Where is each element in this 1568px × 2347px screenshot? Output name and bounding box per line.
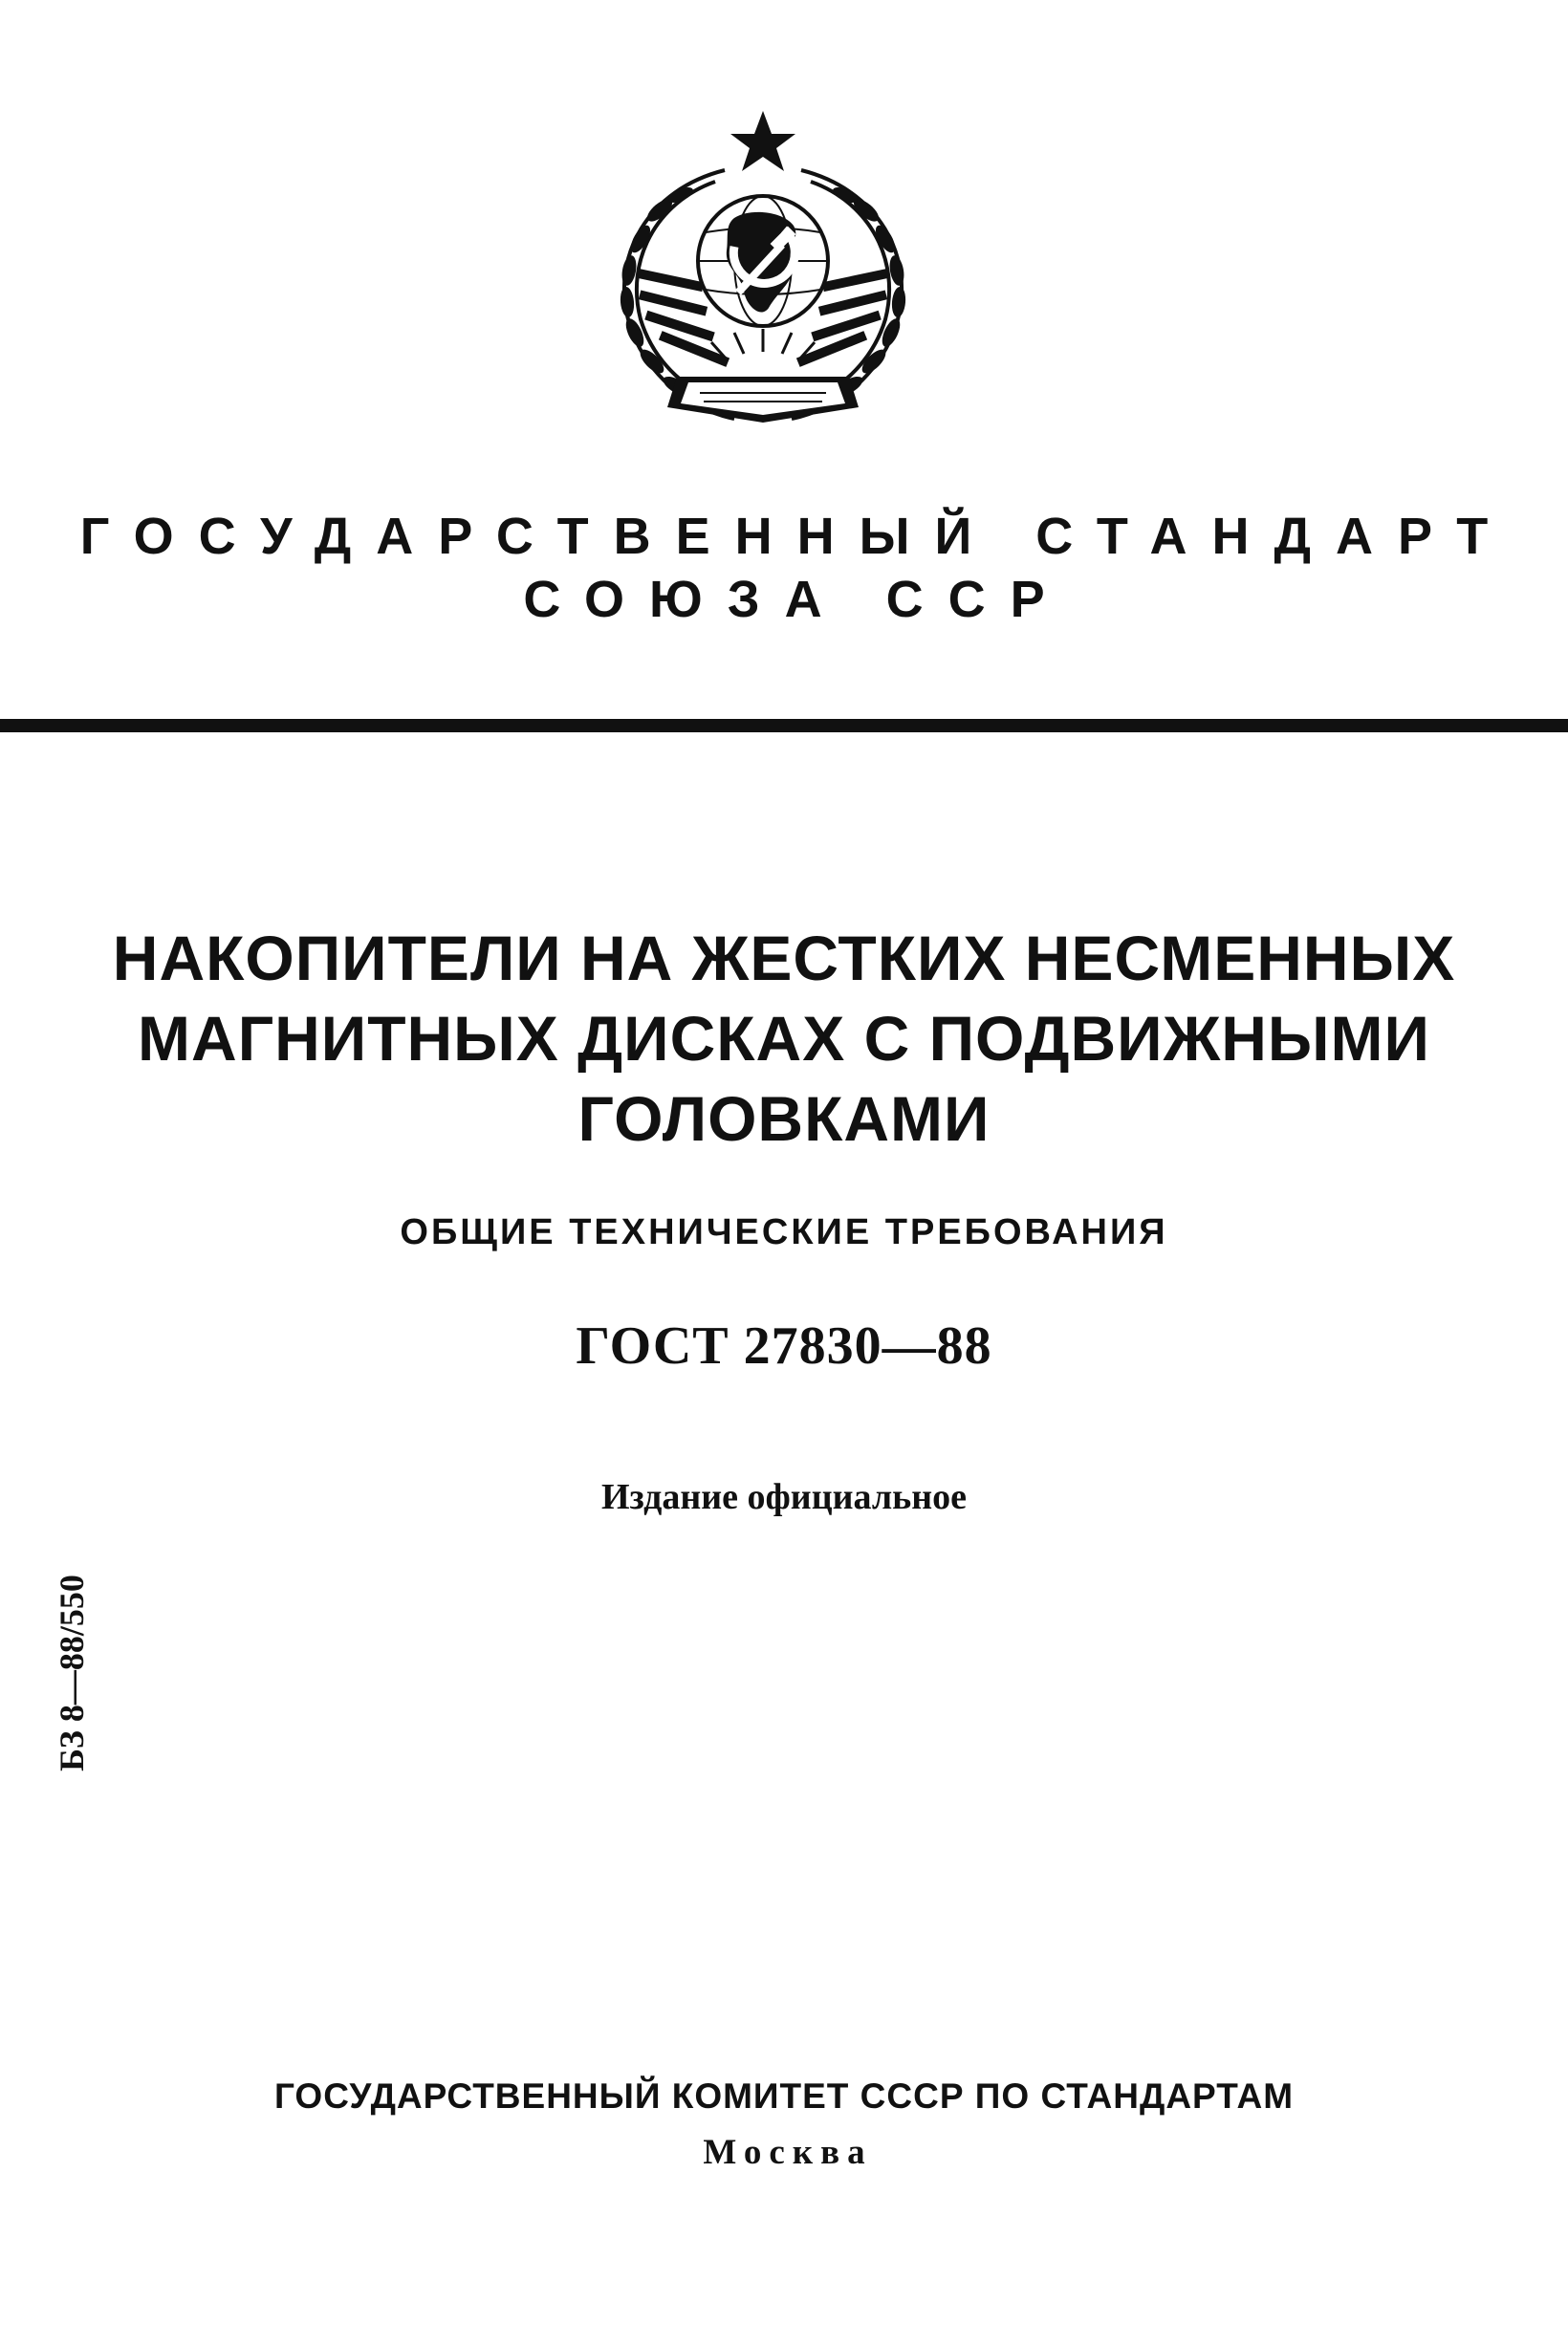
star-icon [730,111,795,171]
title-line-3: ГОЛОВКАМИ [577,1083,991,1154]
title-line-1: НАКОПИТЕЛИ НА ЖЕСТКИХ НЕСМЕННЫХ [112,923,1456,993]
side-catalog-code-text: БЗ 8—88/550 [53,1575,91,1771]
publisher-name: ГОСУДАРСТВЕННЫЙ КОМИТЕТ СССР ПО СТАНДАРТАМ [273,2076,1295,2116]
publisher-city: Москва [703,2133,873,2172]
ussr-coat-of-arms-icon [581,103,945,457]
header-line-1: ГОСУДАРСТВЕННЫЙ СТАНДАРТ [79,508,1514,565]
header-line-2: СОЮЗА ССР [523,571,1070,628]
sun-rays-icon [711,329,815,359]
document-subtitle: ОБЩИЕ ТЕХНИЧЕСКИЕ ТРЕБОВАНИЯ [400,1212,1168,1252]
gost-number: ГОСТ 27830—88 [576,1316,992,1376]
title-line-2: МАГНИТНЫХ ДИСКАХ С ПОДВИЖНЫМИ [138,1003,1430,1074]
side-catalog-code [29,1575,115,1771]
document-title [57,918,1511,1159]
horizontal-divider [0,719,1568,732]
motto-ribbon-icon [667,377,859,423]
edition-note: Издание официальное [600,1477,967,1517]
